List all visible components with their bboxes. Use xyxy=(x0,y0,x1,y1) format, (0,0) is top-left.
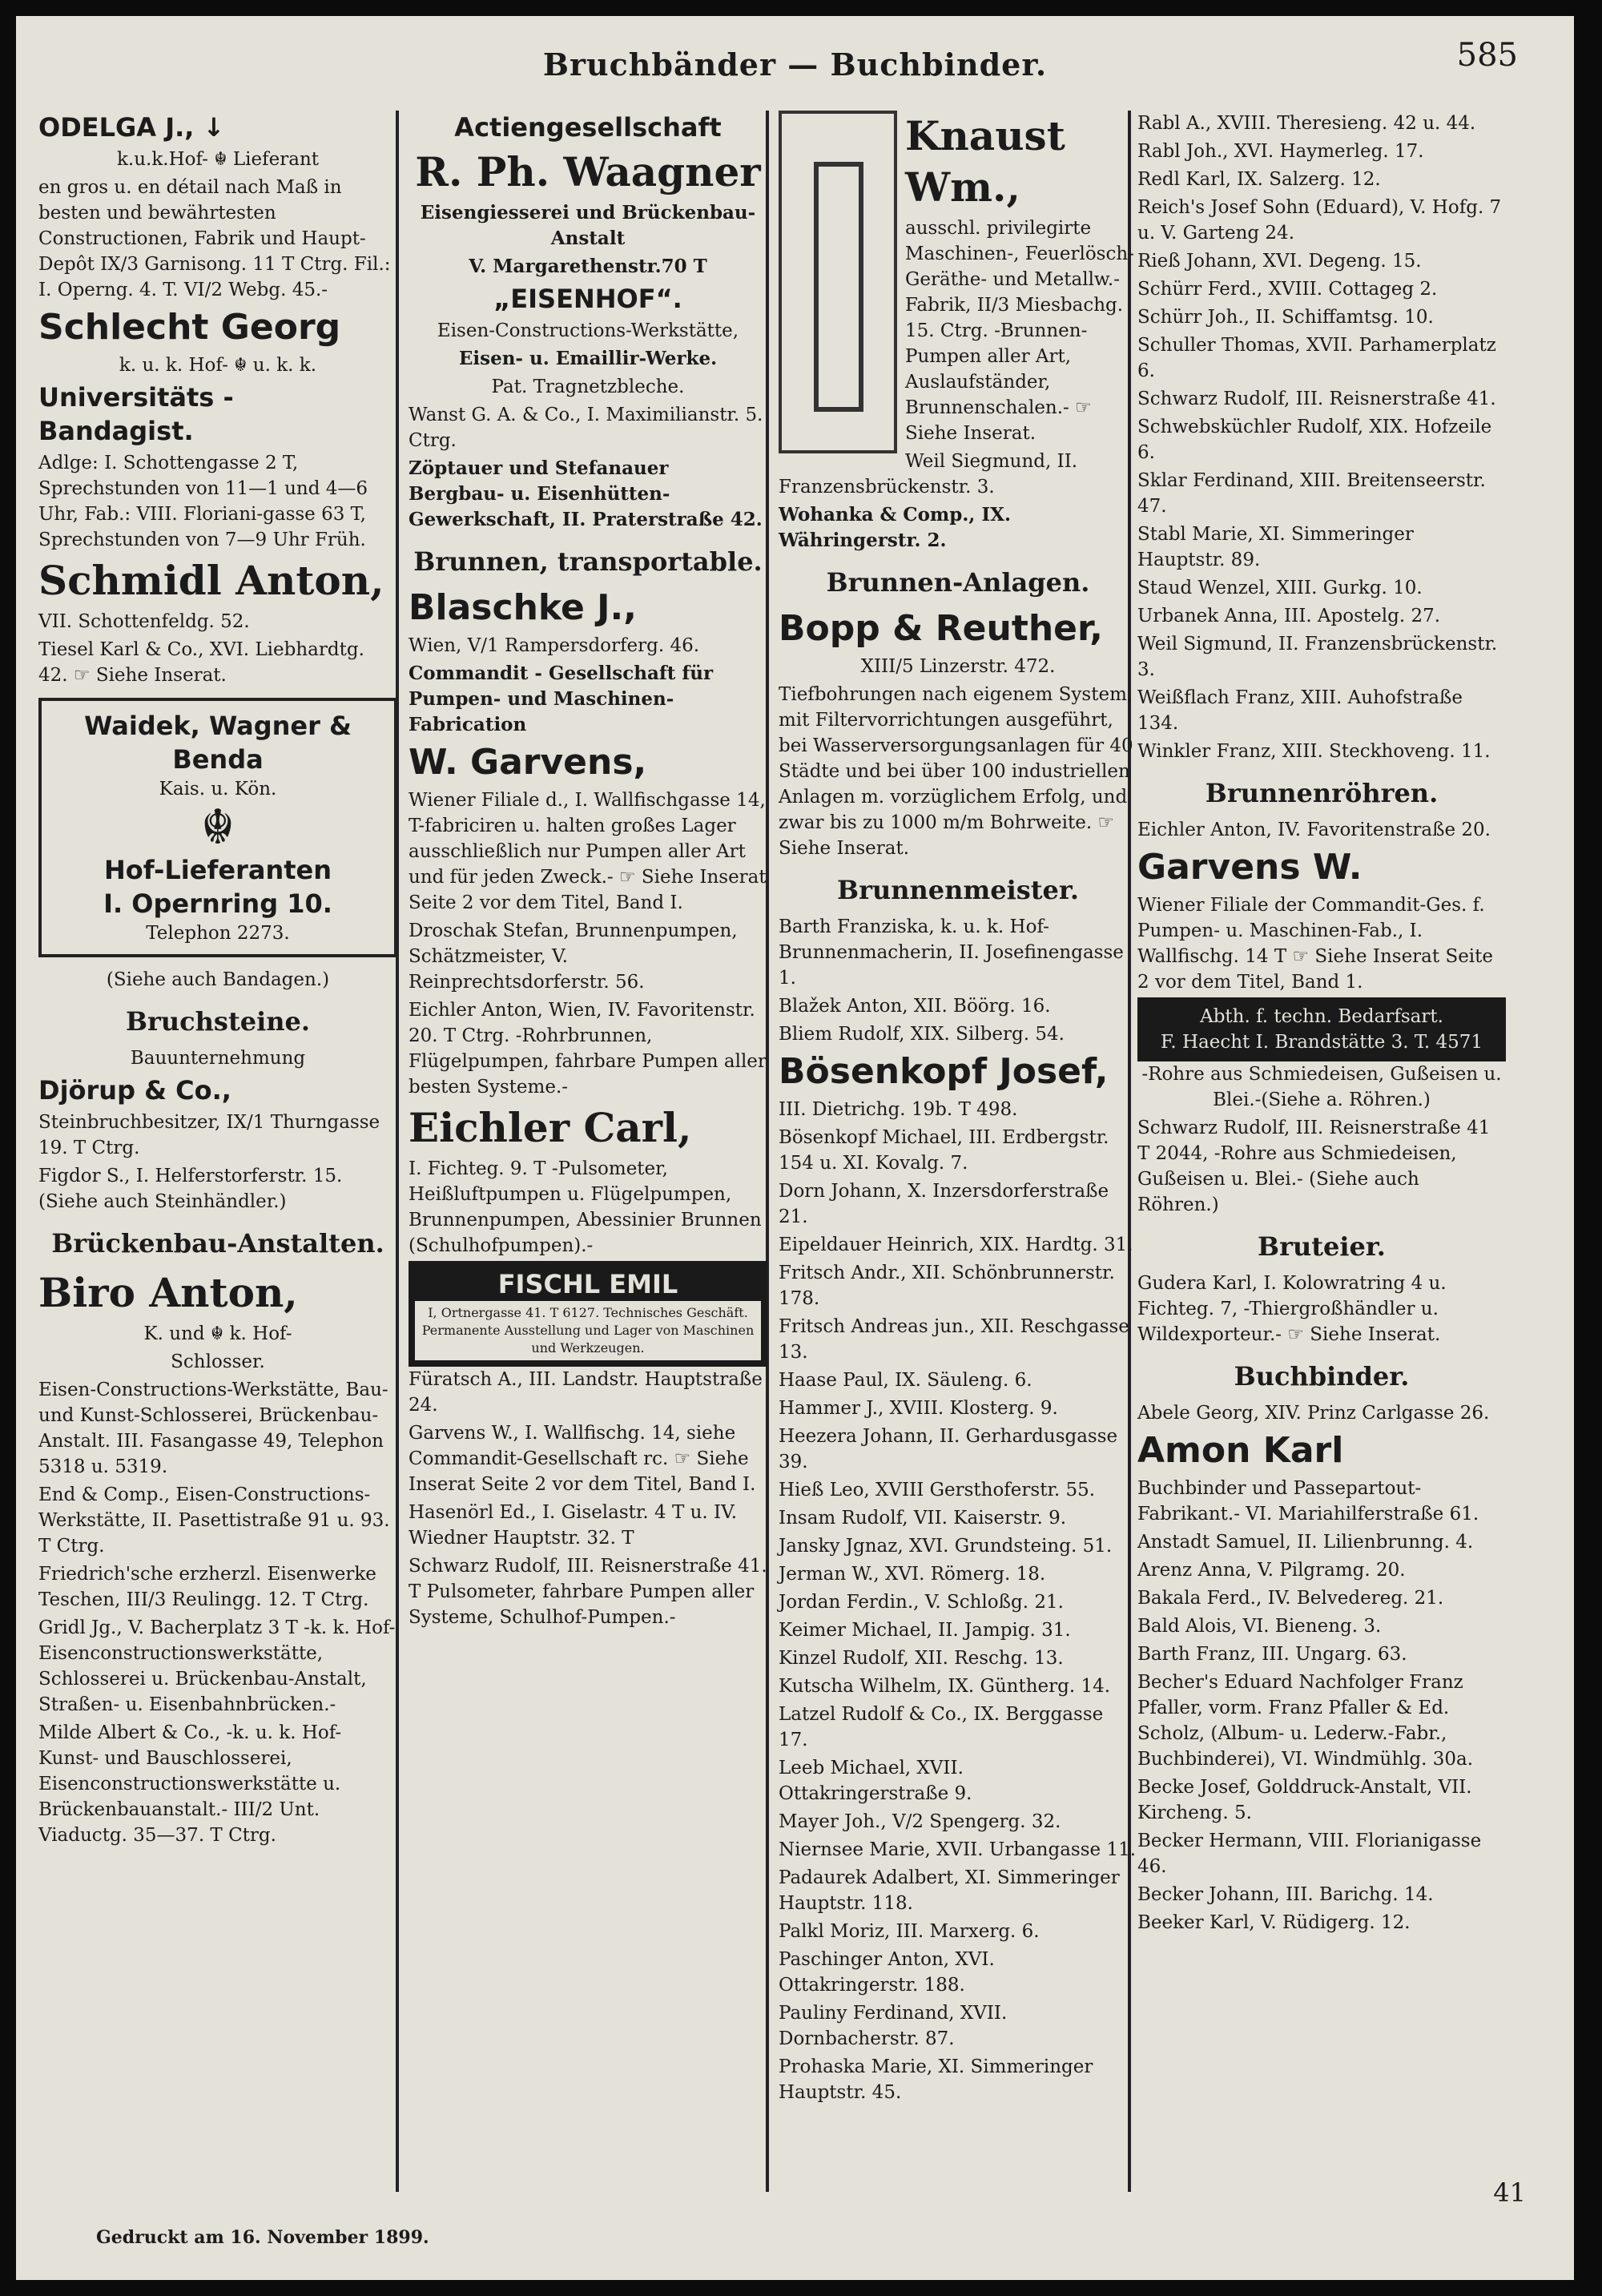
directory-entry: Füratsch A., III. Landstr. Hauptstraße 24. xyxy=(409,1369,763,1416)
directory-entry: Beeker Karl, V. Rüdigerg. 12. xyxy=(1137,1912,1411,1933)
directory-entry: Schuller Thomas, XVII. Parhamerplatz 6. xyxy=(1137,335,1496,381)
directory-entry: Wohanka & Comp., IX. Währingerstr. 2. xyxy=(779,504,1011,551)
directory-entry: Fritsch Andreas jun., XII. Reschgasse 13. xyxy=(779,1316,1129,1363)
section-heading: Brückenbau-Anstalten. xyxy=(51,1228,384,1259)
directory-entry: Schwarz Rudolf, III. Reisnerstraße 41. T Pulsometer, fahrbare Pumpen aller Systeme, Schulhof-Pumpen.- xyxy=(409,1556,767,1628)
directory-entry: End & Comp., Eisen-Constructions-Werkstätte, II. Pasettistraße 91 u. 93. T Ctrg. xyxy=(38,1484,390,1557)
directory-entry: Commandit - Gesellschaft für Pumpen- und Maschinen-Fabrication xyxy=(409,663,714,735)
ad-line: Hof-Lieferanten xyxy=(103,855,332,885)
directory-entry: Kinzel Rudolf, XII. Reschg. 13. xyxy=(779,1648,1064,1669)
directory-entry: Tiefbohrungen nach eigenem System, mit Filtervorrichtungen ausgeführt, bei Wasserversorgungsanlagen für 40 Städte und bei über 100 industriellen Anlagen m. vorzüglichem Erfolg, und zwar bis zu 1000 m/m Bohrweite. ☞ Siehe Inserat. xyxy=(779,684,1133,859)
directory-entry: „EISENHOF“. xyxy=(493,284,682,314)
directory-entry: Schwarz Rudolf, III. Reisnerstraße 41 T 2044, -Rohre aus Schmiedeisen, Gußeisen u. Blei.- (Siehe auch Röhren.) xyxy=(1137,1118,1491,1215)
directory-entry: Redl Karl, IX. Salzerg. 12. xyxy=(1137,169,1381,190)
directory-entry: Bauunternehmung xyxy=(130,1048,306,1069)
directory-entry: Buchbinder und Passepartout-Fabrikant.- VI. Mariahilferstraße 61. xyxy=(1137,1478,1479,1525)
directory-entry: Eichler Anton, Wien, IV. Favoritenstr. 20. T Ctrg. -Rohrbrunnen, Flügelpumpen, fahrbare Pumpen aller besten Systeme.- xyxy=(409,1000,767,1098)
ad-firm: FISCHL EMIL xyxy=(497,1269,678,1299)
directory-entry: Amon Karl xyxy=(1137,1430,1344,1471)
directory-entry: Becker Hermann, VIII. Florianigasse 46. xyxy=(1137,1831,1482,1877)
directory-entry: Schlosser. xyxy=(171,1351,265,1372)
directory-entry: Insam Rudolf, VII. Kaiserstr. 9. xyxy=(779,1508,1067,1529)
ad-text: I, Ortnergasse 41. T 6127. Technisches Geschäft. Permanente Ausstellung und Lager von Maschinen und Werkzeugen. xyxy=(415,1301,761,1360)
directory-entry: Weißflach Franz, XIII. Auhofstraße 134. xyxy=(1137,687,1463,734)
section-heading: Brunnen, transportable. xyxy=(413,546,763,577)
directory-entry: XIII/5 Linzerstr. 472. xyxy=(860,656,1056,677)
directory-entry: k.u.k.Hof- ☬ Lieferant xyxy=(116,149,320,170)
directory-entry: Niernsee Marie, XVII. Urbangasse 11. xyxy=(779,1839,1137,1860)
directory-entry: (Siehe auch Bandagen.) xyxy=(106,969,330,990)
directory-entry: Biro Anton, xyxy=(38,1269,298,1316)
directory-entry: Schmidl Anton, xyxy=(38,557,384,604)
ad-address: I. Opernring 10. xyxy=(103,888,332,919)
directory-entry: Knaust Wm., xyxy=(905,112,1065,211)
directory-entry: Sklar Ferdinand, XIII. Breitenseerstr. 47. xyxy=(1137,470,1486,517)
directory-entry: Zöptauer und Stefanauer Bergbau- u. Eisenhütten-Gewerkschaft, II. Praterstraße 42. xyxy=(409,457,763,530)
directory-entry: Bopp & Reuther, xyxy=(779,608,1103,649)
column-3 xyxy=(779,111,1137,2108)
waidek-ad xyxy=(38,698,397,957)
directory-entry: Hasenörl Ed., I. Giselastr. 4 T u. IV. Wiedner Hauptstr. 32. T xyxy=(409,1502,738,1549)
directory-entry: Eisen-Constructions-Werkstätte, xyxy=(437,320,739,341)
directory-entry: Wiener Filiale d., I. Wallfischgasse 14, T-fabriciren u. halten großes Lager ausschließlich nur Pumpen aller Art und für jeden Zweck.- ☞ Siehe Inserat Seite 2 vor dem Titel, Band I. xyxy=(409,790,767,913)
directory-entry: ODELGA J., ↓ xyxy=(38,112,225,143)
directory-entry: Haase Paul, IX. Säuleng. 6. xyxy=(779,1370,1032,1391)
directory-entry: Padaurek Adalbert, XI. Simmeringer Hauptstr. 118. xyxy=(779,1867,1120,1914)
directory-entry: Rieß Johann, XVI. Degeng. 15. xyxy=(1137,251,1422,272)
directory-entry: Tiesel Karl & Co., XVI. Liebhardtg. 42. ☞ Siehe Inserat. xyxy=(38,639,364,686)
directory-entry: Barth Franziska, k. u. k. Hof-Brunnenmacherin, II. Josefinengasse 1. xyxy=(779,916,1124,989)
section-heading: Bruchsteine. xyxy=(126,1006,310,1037)
directory-entry: Bakala Ferd., IV. Belvedereg. 21. xyxy=(1137,1588,1444,1609)
directory-entry: Eisen-Constructions-Werkstätte, Bau- und Kunst-Schlosserei, Brückenbau-Anstalt. III. Fasangasse 49, Telephon 5318 u. 5319. xyxy=(38,1380,388,1477)
directory-entry: Becker Johann, III. Barichg. 14. xyxy=(1137,1884,1434,1905)
section-heading: Brunnenmeister. xyxy=(837,875,1079,905)
directory-entry: Rabl Joh., XVI. Haymerleg. 17. xyxy=(1137,141,1424,162)
directory-entry: Blažek Anton, XII. Böörg. 16. xyxy=(779,996,1051,1017)
directory-entry: Reich's Josef Sohn (Eduard), V. Hofg. 7 u. V. Garteng 24. xyxy=(1137,197,1502,244)
page-number: 585 xyxy=(1456,37,1518,74)
directory-entry: Eichler Anton, IV. Favoritenstraße 20. xyxy=(1137,820,1491,840)
column-2 xyxy=(409,111,767,1633)
directory-entry: Leeb Michael, XVII. Ottakringerstraße 9. xyxy=(779,1758,972,1804)
directory-entry: Pauliny Ferdinand, XVII. Dornbacherstr. 87. xyxy=(779,2003,1008,2049)
directory-entry: R. Ph. Waagner xyxy=(415,148,761,195)
directory-entry: Schlecht Georg xyxy=(38,307,341,348)
directory-entry: K. und ☬ k. Hof- xyxy=(143,1323,292,1344)
directory-entry: Palkl Moriz, III. Marxerg. 6. xyxy=(779,1921,1040,1942)
directory-entry: Rabl A., XVIII. Theresieng. 42 u. 44. xyxy=(1137,113,1476,134)
directory-entry: Hammer J., XVIII. Klosterg. 9. xyxy=(779,1398,1058,1419)
directory-entry: Arenz Anna, V. Pilgramg. 20. xyxy=(1137,1560,1406,1581)
directory-entry: Garvens W., I. Wallfischg. 14, siehe Commandit-Gesellschaft rc. ☞ Siehe Inserat Seite 2 vor dem Titel, Band I. xyxy=(409,1423,756,1495)
directory-entry: Bliem Rudolf, XIX. Silberg. 54. xyxy=(779,1024,1065,1045)
directory-entry: Latzel Rudolf & Co., IX. Berggasse 17. xyxy=(779,1704,1104,1750)
directory-entry: Wiener Filiale der Commandit-Ges. f. Pumpen- u. Maschinen-Fab., I. Wallfischg. 14 T ☞ Siehe Inserat Seite 2 vor dem Titel, Band 1. xyxy=(1137,895,1494,993)
directory-entry: Djörup & Co., xyxy=(38,1075,231,1106)
directory-entry: Milde Albert & Co., -k. u. k. Hof-Kunst- und Bauschlosserei, Eisenconstructionswerkstätte u. Brückenbauanstalt.- III/2 Unt. Viaductg. 35—37. T Ctrg. xyxy=(38,1722,342,1846)
directory-entry: Actiengesellschaft xyxy=(454,112,722,143)
directory-entry: Pat. Tragnetzbleche. xyxy=(491,377,685,397)
directory-entry: Kutscha Wilhelm, IX. Güntherg. 14. xyxy=(779,1676,1111,1697)
directory-entry: Schwarz Rudolf, III. Reisnerstraße 41. xyxy=(1137,389,1496,409)
directory-entry: Universitäts - Bandagist. xyxy=(38,382,234,446)
directory-entry: Friedrich'sche erzherzl. Eisenwerke Teschen, III/3 Reulingg. 12. T Ctrg. xyxy=(38,1564,376,1610)
directory-entry: III. Dietrichg. 19b. T 498. xyxy=(779,1099,1018,1120)
directory-entry: Stabl Marie, XI. Simmeringer Hauptstr. 89. xyxy=(1137,524,1414,570)
directory-entry: -Rohre aus Schmiedeisen, Gußeisen u. Blei.-(Siehe a. Röhren.) xyxy=(1141,1064,1502,1110)
directory-entry: Keimer Michael, II. Jampig. 31. xyxy=(779,1620,1071,1641)
directory-entry: k. u. k. Hof- ☬ u. k. k. xyxy=(119,355,317,376)
sheet-number: 41 xyxy=(1493,2177,1526,2208)
directory-entry: Eisen- u. Emaillir-Werke. xyxy=(458,348,718,369)
directory-entry: Steinbruchbesitzer, IX/1 Thurngasse 19. T Ctrg. xyxy=(38,1112,380,1158)
directory-entry: Barth Franz, III. Ungarg. 63. xyxy=(1137,1644,1407,1665)
directory-entry: Jerman W., XVI. Römerg. 18. xyxy=(779,1564,1046,1585)
directory-entry: Staud Wenzel, XIII. Gurkg. 10. xyxy=(1137,578,1423,598)
directory-entry: Bald Alois, VI. Bieneng. 3. xyxy=(1137,1616,1382,1637)
directory-entry: Becher's Eduard Nachfolger Franz Pfaller, vorm. Franz Pfaller & Ed. Scholz, (Album- u. Lederw.-Fabr., Buchbinderei), VI. Windmühlg. 30a. xyxy=(1137,1672,1474,1770)
ad-phone: Telephon 2273. xyxy=(146,923,290,944)
directory-entry: en gros u. en détail nach Maß in besten und bewährtesten Constructionen, Fabrik und Haupt-Depôt IX/3 Garnisong. 11 T Ctrg. Fil.: I. Operng. 4. T. VI/2 Webg. 45.- xyxy=(38,177,391,300)
directory-entry: Mayer Joh., V/2 Spengerg. 32. xyxy=(779,1811,1061,1832)
pump-illustration-icon xyxy=(779,111,897,453)
directory-entry: Garvens W. xyxy=(1137,847,1363,888)
directory-entry: Eipeldauer Heinrich, XIX. Hardtg. 31. xyxy=(779,1235,1133,1255)
print-date: Gedruckt am 16. November 1899. xyxy=(96,2227,429,2248)
directory-entry: Figdor S., I. Helferstorferstr. 15. (Siehe auch Steinhändler.) xyxy=(38,1166,343,1212)
directory-entry: Gudera Karl, I. Kolowratring 4 u. Fichteg. 7, -Thiergroßhändler u. Wildexporteur.- ☞ Siehe Inserat. xyxy=(1137,1273,1447,1345)
directory-entry: W. Garvens, xyxy=(409,742,647,783)
directory-entry: Schwebsküchler Rudolf, XIX. Hofzeile 6. xyxy=(1137,417,1492,463)
directory-entry: Droschak Stefan, Brunnenpumpen, Schätzmeister, V. Reinprechtsdorferstr. 56. xyxy=(409,920,738,993)
directory-entry: Anstadt Samuel, II. Lilienbrunng. 4. xyxy=(1137,1532,1474,1553)
directory-page xyxy=(16,16,1574,2280)
page-header: Bruchbänder — Buchbinder. xyxy=(542,46,1048,83)
ad-line: F. Haecht I. Brandstätte 3. T. 4571 xyxy=(1160,1032,1483,1053)
section-heading: Brunnenröhren. xyxy=(1205,778,1439,808)
column-4 xyxy=(1137,111,1506,1938)
directory-entry: Jansky Jgnaz, XVI. Grundsteing. 51. xyxy=(779,1536,1113,1557)
eagle-icon: ☬ xyxy=(200,800,235,856)
directory-entry: Hieß Leo, XVIII Gersthoferstr. 55. xyxy=(779,1480,1096,1500)
directory-entry: I. Fichteg. 9. T -Pulsometer, Heißluftpumpen u. Flügelpumpen, Brunnenpumpen, Abessinier Brunnen (Schulhofpumpen).- xyxy=(409,1158,762,1256)
directory-entry: Bösenkopf Josef, xyxy=(779,1051,1109,1092)
directory-entry: Urbanek Anna, III. Apostelg. 27. xyxy=(1137,606,1441,626)
directory-entry: Prohaska Marie, XI. Simmeringer Hauptstr. 45. xyxy=(779,2056,1093,2103)
section-heading: Bruteier. xyxy=(1258,1231,1386,1262)
section-heading: Brunnen-Anlagen. xyxy=(826,567,1090,598)
directory-entry: Wanst G. A. & Co., I. Maximilianstr. 5. Ctrg. xyxy=(409,405,763,451)
ad-firm: Waidek, Wagner & Benda xyxy=(84,711,352,775)
fischl-ad xyxy=(409,1261,767,1367)
column-1 xyxy=(38,111,397,1851)
section-heading: Buchbinder. xyxy=(1234,1361,1410,1392)
haecht-ad xyxy=(1137,997,1506,1061)
directory-entry: Paschinger Anton, XVI. Ottakringerstr. 188. xyxy=(779,1949,995,1996)
directory-entry: ausschl. privilegirte Maschinen-, Feuerlösch-Geräthe- und Metallw.-Fabrik, II/3 Miesbachg. 15. Ctrg. -Brunnen-Pumpen aller Art, Auslaufständer, Brunnenschalen.- ☞ Siehe Inserat. xyxy=(905,218,1134,444)
directory-entry: V. Margarethenstr.70 T xyxy=(469,256,707,277)
directory-entry: Eichler Carl, xyxy=(409,1104,692,1151)
directory-entry: Blaschke J., xyxy=(409,587,637,628)
directory-entry: Wien, V/1 Rampersdorferg. 46. xyxy=(409,635,700,656)
directory-entry: Schürr Joh., II. Schiffamtsg. 10. xyxy=(1137,307,1434,328)
directory-entry: Weil Sigmund, II. Franzensbrückenstr. 3. xyxy=(1137,634,1498,680)
directory-entry: Dorn Johann, X. Inzersdorferstraße 21. xyxy=(779,1181,1109,1227)
directory-entry: Adlge: I. Schottengasse 2 T, Sprechstunden von 11—1 und 4—6 Uhr, Fab.: VIII. Floriani-gasse 63 T, Sprechstunden von 7—9 Uhr Früh. xyxy=(38,453,368,550)
directory-entry: Jordan Ferdin., V. Schloßg. 21. xyxy=(779,1592,1064,1613)
directory-entry: Abele Georg, XIV. Prinz Carlgasse 26. xyxy=(1137,1403,1490,1424)
directory-entry: Heezera Johann, II. Gerhardusgasse 39. xyxy=(779,1426,1118,1472)
directory-entry: Gridl Jg., V. Bacherplatz 3 T -k. k. Hof-Eisenconstructionswerkstätte, Schlosserei u. Brückenbau-Anstalt, Straßen- u. Eisenbahnbrücken.- xyxy=(38,1617,396,1715)
directory-entry: Eisengiesserei und Brückenbau-Anstalt xyxy=(420,202,756,249)
directory-entry: Becke Josef, Golddruck-Anstalt, VII. Kircheng. 5. xyxy=(1137,1777,1472,1823)
directory-entry: VII. Schottenfeldg. 52. xyxy=(38,611,250,632)
directory-entry: Fritsch Andr., XII. Schönbrunnerstr. 178. xyxy=(779,1263,1115,1309)
directory-entry: Bösenkopf Michael, III. Erdbergstr. 154 u. XI. Kovalg. 7. xyxy=(779,1127,1109,1174)
directory-entry: Weil Siegmund, II. Franzensbrückenstr. 3. xyxy=(779,451,1078,497)
directory-entry: Winkler Franz, XIII. Steckhoveng. 11. xyxy=(1137,741,1491,762)
directory-entry: Schürr Ferd., XVIII. Cottageg 2. xyxy=(1137,279,1438,300)
ad-line: Kais. u. Kön. xyxy=(159,779,277,800)
ad-line: Abth. f. techn. Bedarfsart. xyxy=(1200,1006,1443,1027)
